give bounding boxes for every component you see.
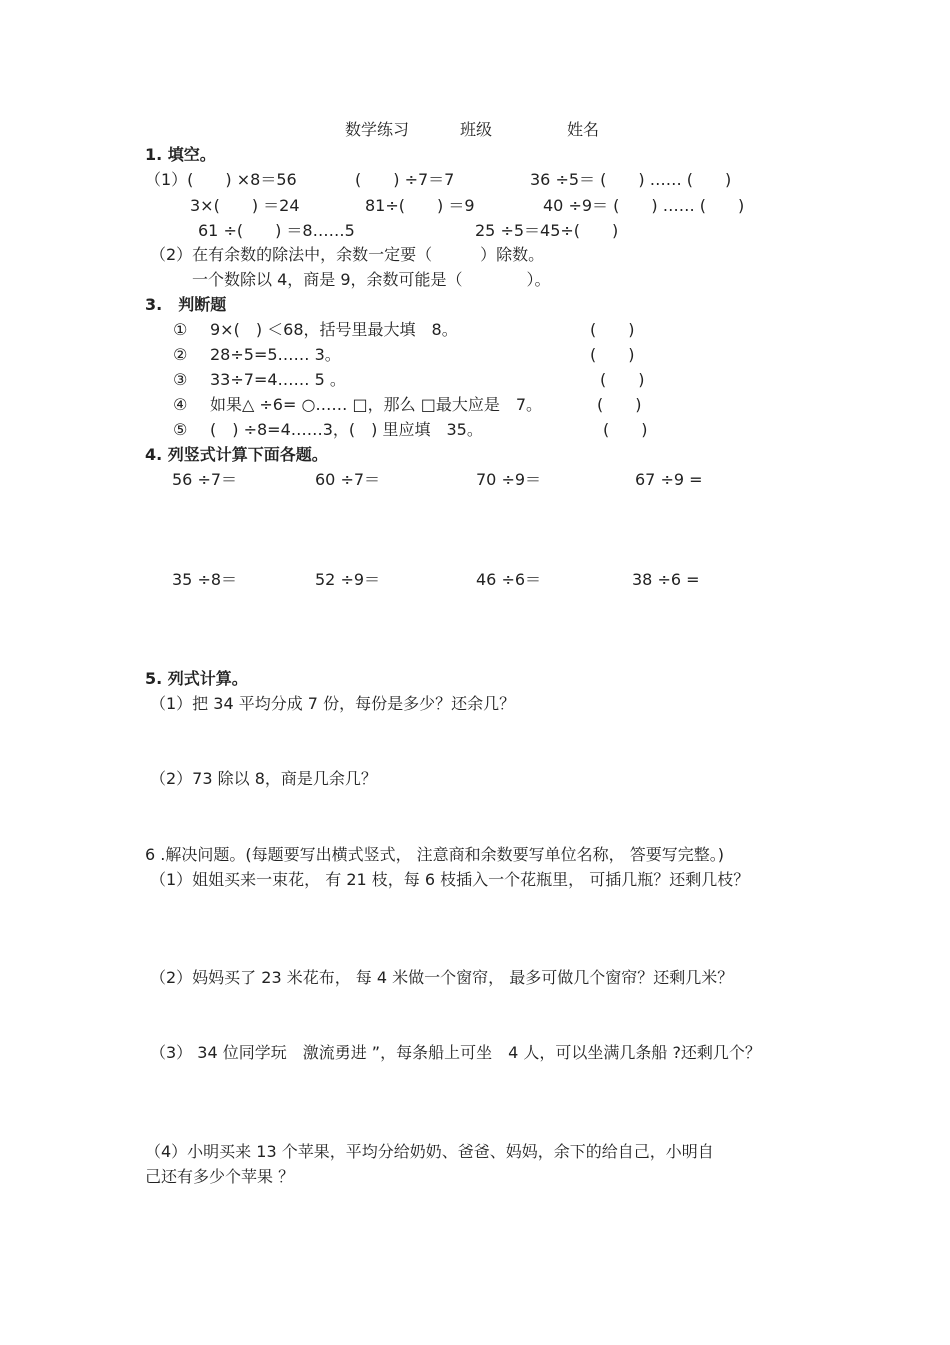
q4-problem: 60 ÷7＝ (315, 470, 381, 489)
q1-item: ( ) ÷7＝7 (355, 170, 455, 189)
name-label: 姓名 (567, 120, 600, 139)
q1-item: 25 ÷5＝45÷( ) (475, 221, 619, 240)
q4-problem: 52 ÷9＝ (315, 570, 381, 589)
q6-heading: 6 .解决问题。(每题要写出横式竖式， 注意商和余数要写单位名称， 答要写完整。) (145, 845, 725, 864)
q3-answer-paren: ( ) (590, 320, 635, 339)
q4-problem: 38 ÷6 = (632, 570, 700, 589)
q6-problem-3: （3） 34 位同学玩 激流勇进 ”，每条船上可坐 4 人，可以坐满几条船 ?还剩几个？ (150, 1043, 761, 1062)
q3-item-text: 28÷5=5…… 3。 (210, 345, 341, 364)
q3-item-text: 33÷7=4…… 5 。 (210, 370, 346, 389)
q1-item: （1）( ) ×8＝56 (145, 170, 297, 189)
q3-item-text: ( ) ÷8=4……3，( ) 里应填 35。 (210, 420, 483, 439)
q1-item: 40 ÷9＝ ( ) …… ( ) (543, 196, 745, 215)
q6-problem-2: （2）妈妈买了 23 米花布， 每 4 米做一个窗帘， 最多可做几个窗帘？还剩几米？ (150, 968, 734, 987)
q3-item-mark: ② (173, 345, 188, 364)
q4-problem: 35 ÷8＝ (172, 570, 238, 589)
q1-item: 3×( ) ＝24 (190, 196, 300, 215)
q6-problem-1: （1）姐姐买来一束花， 有 21 枝，每 6 枝插入一个花瓶里， 可插几瓶？还剩几枝？ (150, 870, 750, 889)
q1-part2-line1: （2）在有余数的除法中，余数一定要（ ）除数。 (150, 245, 545, 264)
q3-item-mark: ③ (173, 370, 188, 389)
q3-heading: 3. 判断题 (145, 295, 227, 314)
q3-answer-paren: ( ) (597, 395, 642, 414)
q3-item-mark: ⑤ (173, 420, 188, 439)
q5-problem-1: （1）把 34 平均分成 7 份，每份是多少？还余几？ (150, 694, 516, 713)
q4-problem: 70 ÷9＝ (476, 470, 542, 489)
q3-answer-paren: ( ) (603, 420, 648, 439)
q1-item: 81÷( ) ＝9 (365, 196, 475, 215)
q1-part2-line2: 一个数除以 4，商是 9，余数可能是（ ）。 (192, 270, 551, 289)
q5-problem-2: （2）73 除以 8，商是几余几？ (150, 769, 377, 788)
q1-item: 36 ÷5＝ ( ) …… ( ) (530, 170, 732, 189)
q6-problem-4-line2: 己还有多少个苹果 ？ (145, 1167, 295, 1186)
q4-problem: 56 ÷7＝ (172, 470, 238, 489)
q6-problem-4-line1: （4）小明买来 13 个苹果，平均分给奶奶、爸爸、妈妈，余下的给自己，小明自 (145, 1142, 714, 1161)
q5-heading: 5. 列式计算。 (145, 669, 248, 688)
q4-heading: 4. 列竖式计算下面各题。 (145, 445, 328, 464)
worksheet-title: 数学练习 (345, 120, 410, 139)
q1-heading: 1. 填空。 (145, 145, 216, 164)
q3-item-text: 如果△ ÷6= ○…… □，那么 □最大应是 7。 (210, 395, 543, 414)
q3-item-text: 9×( ) ＜68，括号里最大填 8。 (210, 320, 458, 339)
q3-item-mark: ④ (173, 395, 188, 414)
q3-answer-paren: ( ) (590, 345, 635, 364)
q3-item-mark: ① (173, 320, 188, 339)
class-label: 班级 (460, 120, 493, 139)
q1-item: 61 ÷( ) ＝8……5 (198, 221, 355, 240)
q4-problem: 46 ÷6＝ (476, 570, 542, 589)
q3-answer-paren: ( ) (600, 370, 645, 389)
q4-problem: 67 ÷9 = (635, 470, 703, 489)
